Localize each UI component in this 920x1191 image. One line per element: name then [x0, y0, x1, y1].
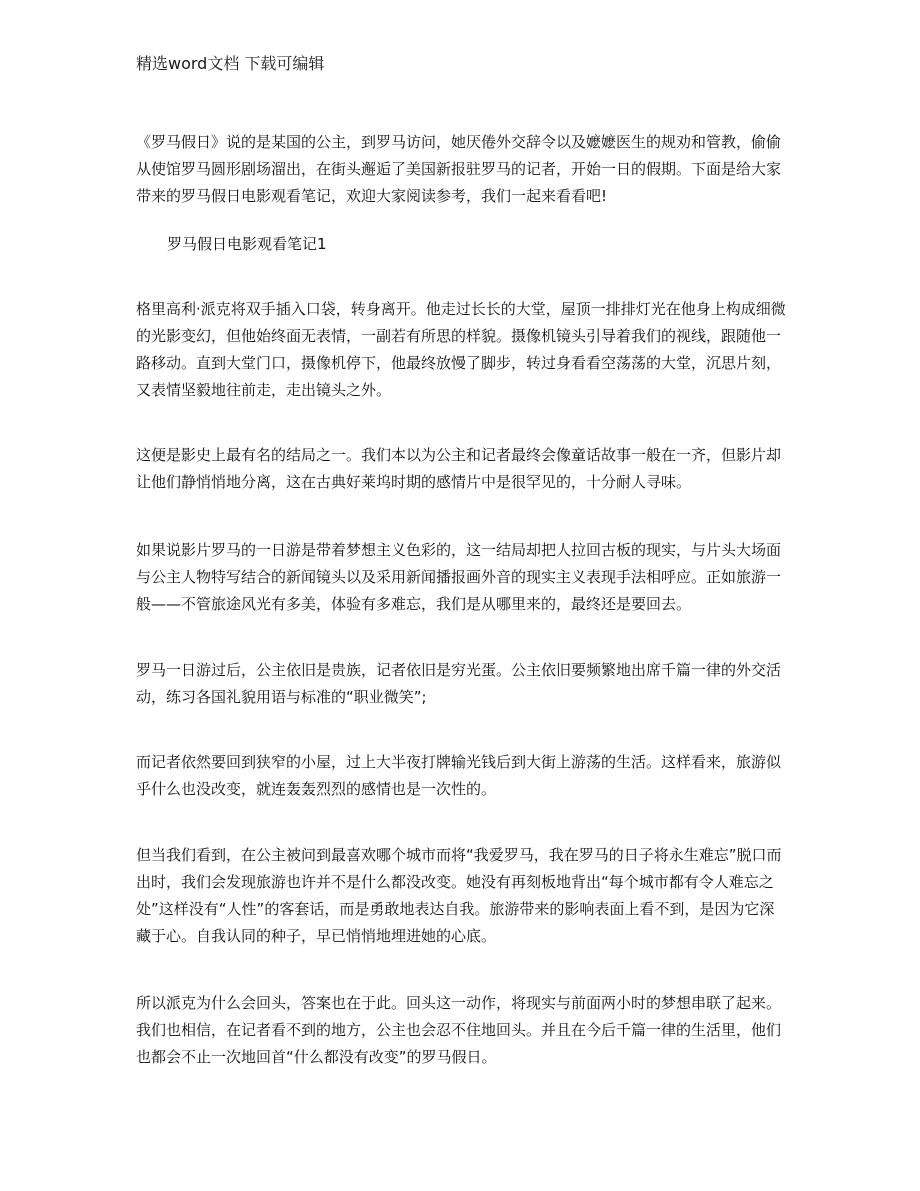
- intro-paragraph: 《罗马假日》说的是某国的公主，到罗马访问，她厌倦外交辞令以及嬷嬷医生的规劝和管教，偷偷从使馆罗马圆形剧场溜出，在街头邂逅了美国新报驻罗马的记者，开始一日的假期。下面是给大家带来的罗马假日电影观看笔记，欢迎大家阅读参考，我们一起来看看吧!: [136, 133, 782, 205]
- body-paragraph-4: 罗马一日游过后，公主依旧是贵族，记者依旧是穷光蛋。公主依旧要频繁地出席千篇一律的外交活动，练习各国礼貌用语与标准的“职业微笑”;: [136, 661, 782, 706]
- body-paragraph-2: 这便是影史上最有名的结局之一。我们本以为公主和记者最终会像童话故事一般在一齐，但影片却让他们静悄悄地分离，这在古典好莱坞时期的感情片中是很罕见的，十分耐人寻味。: [136, 446, 782, 491]
- body-paragraph-3: 如果说影片罗马的一日游是带着梦想主义色彩的，这一结局却把人拉回古板的现实，与片头大场面与公主人物特写结合的新闻镜头以及采用新闻播报画外音的现实主义表现手法相呼应。正如旅游一般——不管旅途风光有多美，体验有多难忘，我们是从哪里来的，最终还是要回去。: [136, 541, 782, 613]
- document-header: 精选word文档 下载可编辑: [136, 54, 325, 73]
- body-paragraph-5: 而记者依然要回到狭窄的小屋，过上大半夜打牌输光钱后到大街上游荡的生活。这样看来，旅游似乎什么也没改变，就连轰轰烈烈的感情也是一次性的。: [136, 753, 782, 798]
- body-paragraph-6: 但当我们看到，在公主被问到最喜欢哪个城市而将“我爱罗马，我在罗马的日子将永生难忘”脱口而出时，我们会发现旅游也许并不是什么都没改变。她没有再刻板地背出“每个城市都有令人难忘之处”这样没有“人性”的客套话，而是勇敢地表达自我。旅游带来的影响表面上看不到，是因为它深藏于心。自我认同的种子，早已悄悄地埋进她的心底。: [136, 846, 782, 945]
- body-paragraph-7: 所以派克为什么会回头，答案也在于此。回头这一动作，将现实与前面两小时的梦想串联了起来。我们也相信，在记者看不到的地方，公主也会忍不住地回头。并且在今后千篇一律的生活里，他们也都会不止一次地回首“什么都没有改变”的罗马假日。: [136, 994, 782, 1066]
- section-title: 罗马假日电影观看笔记1: [167, 235, 327, 253]
- body-paragraph-1: 格里高利·派克将双手插入口袋，转身离开。他走过长长的大堂，屋顶一排排灯光在他身上构成细微的光影变幻，但他始终面无表情，一副若有所思的样貌。摄像机镜头引导着我们的视线，跟随他一路移动。直到大堂门口，摄像机停下，他最终放慢了脚步，转过身看看空荡荡的大堂，沉思片刻，又表情坚毅地往前走，走出镜头之外。: [136, 300, 786, 399]
